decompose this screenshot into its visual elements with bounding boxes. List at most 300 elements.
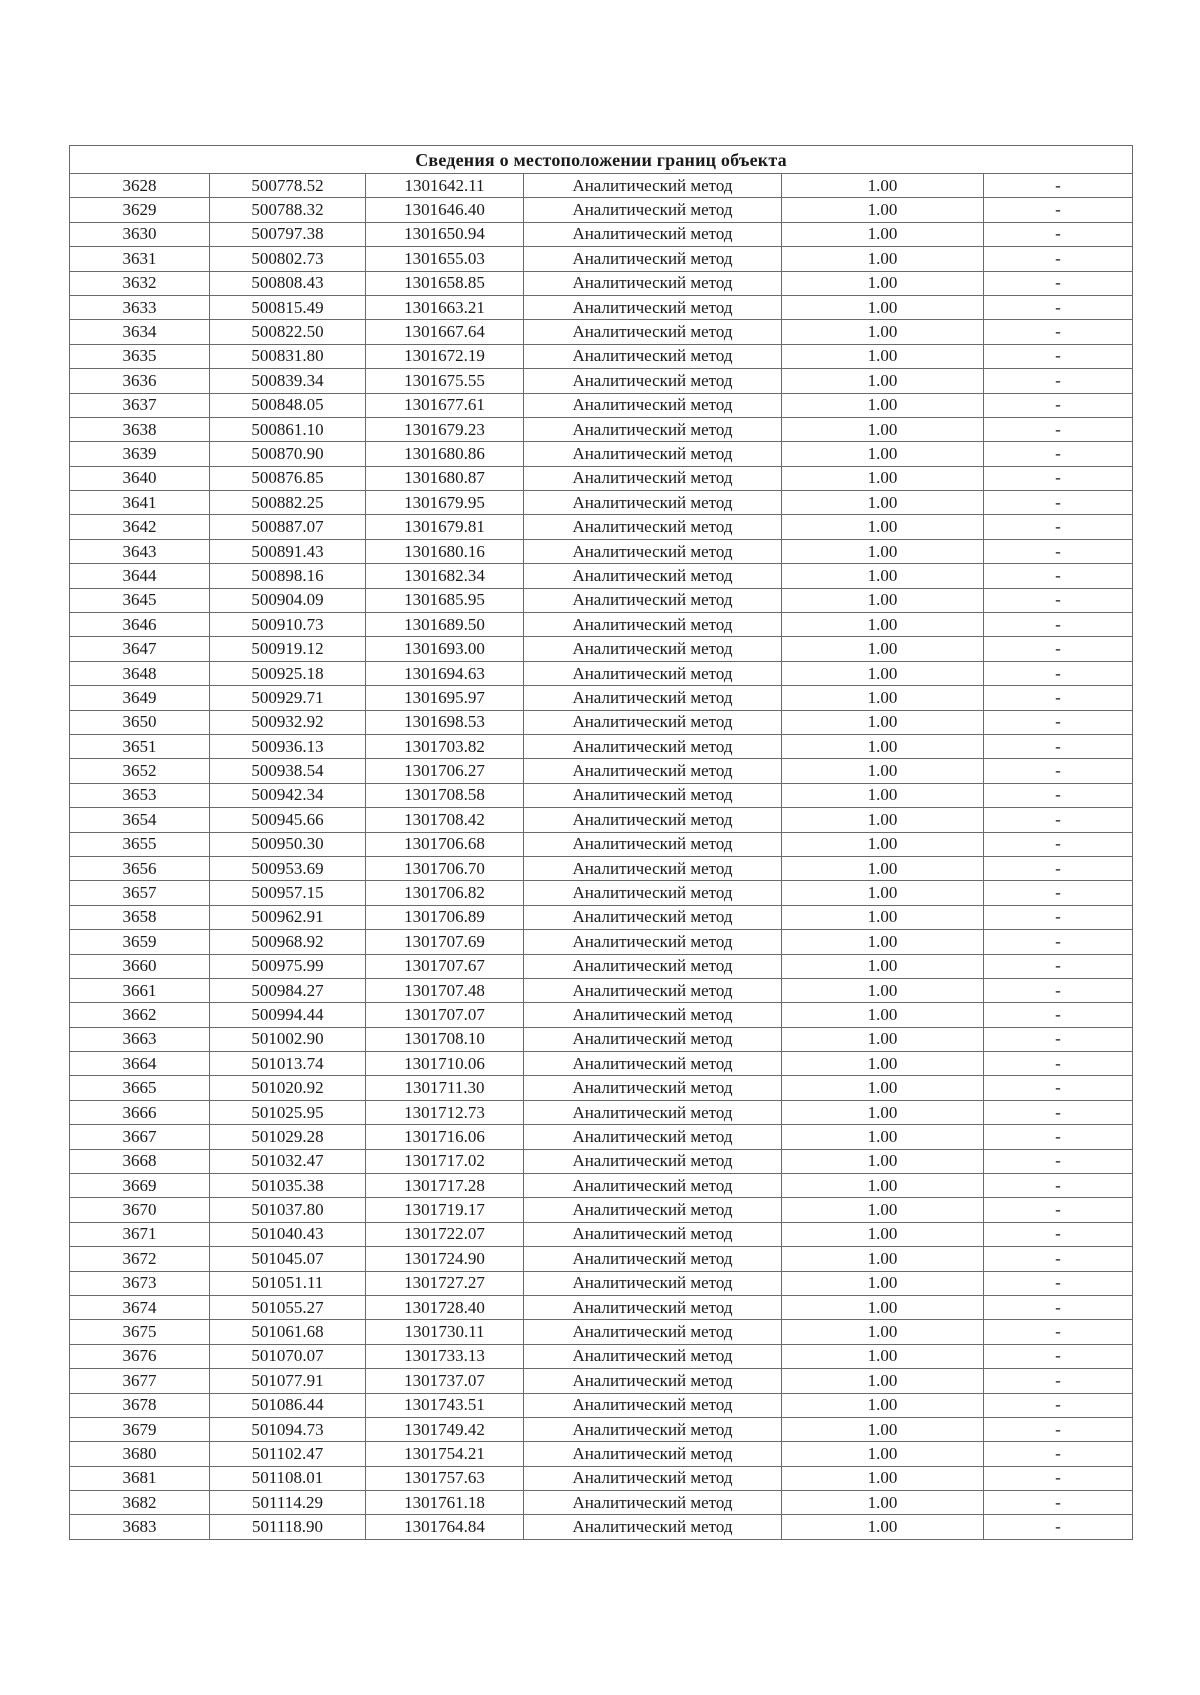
cell-description: -	[984, 1515, 1133, 1539]
cell-description: -	[984, 637, 1133, 661]
cell-method: Аналитический метод	[524, 613, 782, 637]
cell-description: -	[984, 1491, 1133, 1515]
cell-x-coordinate: 500932.92	[210, 710, 366, 734]
table-row	[70, 271, 1133, 295]
cell-description: -	[984, 661, 1133, 685]
cell-point-number: 3665	[70, 1076, 210, 1100]
cell-accuracy: 1.00	[782, 686, 984, 710]
table-row	[70, 442, 1133, 466]
cell-point-number: 3667	[70, 1125, 210, 1149]
table-row	[70, 808, 1133, 832]
cell-x-coordinate: 500861.10	[210, 417, 366, 441]
cell-point-number: 3647	[70, 637, 210, 661]
cell-method: Аналитический метод	[524, 1222, 782, 1246]
table-row	[70, 1369, 1133, 1393]
cell-method: Аналитический метод	[524, 393, 782, 417]
cell-method: Аналитический метод	[524, 808, 782, 832]
cell-accuracy: 1.00	[782, 539, 984, 563]
table-row	[70, 564, 1133, 588]
cell-description: -	[984, 1198, 1133, 1222]
cell-method: Аналитический метод	[524, 1076, 782, 1100]
cell-method: Аналитический метод	[524, 1100, 782, 1124]
table-row	[70, 661, 1133, 685]
cell-y-coordinate: 1301675.55	[366, 369, 524, 393]
table-row	[70, 1149, 1133, 1173]
document-page	[69, 145, 1132, 1540]
table-row	[70, 344, 1133, 368]
cell-description: -	[984, 783, 1133, 807]
cell-accuracy: 1.00	[782, 466, 984, 490]
table-row	[70, 222, 1133, 246]
cell-x-coordinate: 500936.13	[210, 734, 366, 758]
cell-y-coordinate: 1301708.58	[366, 783, 524, 807]
cell-y-coordinate: 1301711.30	[366, 1076, 524, 1100]
table-row	[70, 734, 1133, 758]
cell-y-coordinate: 1301703.82	[366, 734, 524, 758]
cell-y-coordinate: 1301642.11	[366, 174, 524, 198]
cell-method: Аналитический метод	[524, 686, 782, 710]
cell-point-number: 3654	[70, 808, 210, 832]
table-row	[70, 247, 1133, 271]
cell-description: -	[984, 198, 1133, 222]
cell-point-number: 3669	[70, 1174, 210, 1198]
cell-y-coordinate: 1301679.81	[366, 515, 524, 539]
cell-y-coordinate: 1301733.13	[366, 1344, 524, 1368]
table-row	[70, 1491, 1133, 1515]
cell-point-number: 3670	[70, 1198, 210, 1222]
cell-accuracy: 1.00	[782, 393, 984, 417]
table-row	[70, 295, 1133, 319]
cell-accuracy: 1.00	[782, 734, 984, 758]
cell-y-coordinate: 1301680.86	[366, 442, 524, 466]
cell-x-coordinate: 500778.52	[210, 174, 366, 198]
cell-description: -	[984, 369, 1133, 393]
cell-y-coordinate: 1301706.89	[366, 905, 524, 929]
cell-accuracy: 1.00	[782, 856, 984, 880]
cell-description: -	[984, 613, 1133, 637]
cell-x-coordinate: 500925.18	[210, 661, 366, 685]
cell-x-coordinate: 501040.43	[210, 1222, 366, 1246]
cell-description: -	[984, 1052, 1133, 1076]
cell-description: -	[984, 442, 1133, 466]
cell-point-number: 3628	[70, 174, 210, 198]
cell-accuracy: 1.00	[782, 1052, 984, 1076]
cell-point-number: 3640	[70, 466, 210, 490]
cell-method: Аналитический метод	[524, 710, 782, 734]
cell-y-coordinate: 1301689.50	[366, 613, 524, 637]
cell-point-number: 3637	[70, 393, 210, 417]
cell-accuracy: 1.00	[782, 1417, 984, 1441]
table-row	[70, 881, 1133, 905]
cell-y-coordinate: 1301679.23	[366, 417, 524, 441]
cell-accuracy: 1.00	[782, 1491, 984, 1515]
cell-point-number: 3641	[70, 491, 210, 515]
cell-x-coordinate: 501086.44	[210, 1393, 366, 1417]
cell-y-coordinate: 1301646.40	[366, 198, 524, 222]
cell-description: -	[984, 686, 1133, 710]
table-row	[70, 783, 1133, 807]
cell-x-coordinate: 501037.80	[210, 1198, 366, 1222]
cell-x-coordinate: 500876.85	[210, 466, 366, 490]
table-row	[70, 1393, 1133, 1417]
cell-accuracy: 1.00	[782, 1271, 984, 1295]
cell-x-coordinate: 500848.05	[210, 393, 366, 417]
cell-y-coordinate: 1301658.85	[366, 271, 524, 295]
cell-x-coordinate: 500942.34	[210, 783, 366, 807]
cell-y-coordinate: 1301708.42	[366, 808, 524, 832]
cell-accuracy: 1.00	[782, 1198, 984, 1222]
cell-x-coordinate: 501077.91	[210, 1369, 366, 1393]
cell-method: Аналитический метод	[524, 832, 782, 856]
cell-accuracy: 1.00	[782, 491, 984, 515]
cell-point-number: 3677	[70, 1369, 210, 1393]
cell-description: -	[984, 905, 1133, 929]
cell-description: -	[984, 564, 1133, 588]
cell-description: -	[984, 588, 1133, 612]
cell-method: Аналитический метод	[524, 1320, 782, 1344]
cell-description: -	[984, 320, 1133, 344]
cell-y-coordinate: 1301757.63	[366, 1466, 524, 1490]
cell-accuracy: 1.00	[782, 978, 984, 1002]
cell-y-coordinate: 1301724.90	[366, 1247, 524, 1271]
cell-point-number: 3635	[70, 344, 210, 368]
cell-point-number: 3657	[70, 881, 210, 905]
cell-accuracy: 1.00	[782, 320, 984, 344]
cell-accuracy: 1.00	[782, 905, 984, 929]
cell-description: -	[984, 1320, 1133, 1344]
cell-accuracy: 1.00	[782, 661, 984, 685]
cell-description: -	[984, 832, 1133, 856]
cell-point-number: 3632	[70, 271, 210, 295]
cell-y-coordinate: 1301707.48	[366, 978, 524, 1002]
table-row	[70, 856, 1133, 880]
cell-accuracy: 1.00	[782, 1027, 984, 1051]
cell-y-coordinate: 1301749.42	[366, 1417, 524, 1441]
cell-point-number: 3649	[70, 686, 210, 710]
cell-accuracy: 1.00	[782, 1466, 984, 1490]
cell-accuracy: 1.00	[782, 198, 984, 222]
cell-y-coordinate: 1301650.94	[366, 222, 524, 246]
cell-accuracy: 1.00	[782, 369, 984, 393]
cell-point-number: 3639	[70, 442, 210, 466]
cell-accuracy: 1.00	[782, 1393, 984, 1417]
cell-x-coordinate: 501032.47	[210, 1149, 366, 1173]
cell-method: Аналитический метод	[524, 734, 782, 758]
cell-point-number: 3636	[70, 369, 210, 393]
cell-method: Аналитический метод	[524, 1442, 782, 1466]
cell-method: Аналитический метод	[524, 588, 782, 612]
table-row	[70, 905, 1133, 929]
cell-point-number: 3645	[70, 588, 210, 612]
cell-x-coordinate: 500904.09	[210, 588, 366, 612]
cell-accuracy: 1.00	[782, 588, 984, 612]
table-row	[70, 174, 1133, 198]
cell-point-number: 3672	[70, 1247, 210, 1271]
cell-accuracy: 1.00	[782, 515, 984, 539]
table-row	[70, 759, 1133, 783]
cell-description: -	[984, 344, 1133, 368]
cell-method: Аналитический метод	[524, 1125, 782, 1149]
table-row	[70, 1466, 1133, 1490]
cell-method: Аналитический метод	[524, 1003, 782, 1027]
cell-x-coordinate: 500962.91	[210, 905, 366, 929]
cell-x-coordinate: 500815.49	[210, 295, 366, 319]
cell-accuracy: 1.00	[782, 881, 984, 905]
cell-method: Аналитический метод	[524, 417, 782, 441]
cell-point-number: 3664	[70, 1052, 210, 1076]
cell-y-coordinate: 1301716.06	[366, 1125, 524, 1149]
cell-point-number: 3638	[70, 417, 210, 441]
table-row	[70, 491, 1133, 515]
table-row	[70, 369, 1133, 393]
cell-x-coordinate: 500929.71	[210, 686, 366, 710]
cell-accuracy: 1.00	[782, 1125, 984, 1149]
cell-accuracy: 1.00	[782, 564, 984, 588]
cell-description: -	[984, 1003, 1133, 1027]
cell-accuracy: 1.00	[782, 759, 984, 783]
cell-point-number: 3675	[70, 1320, 210, 1344]
table-row	[70, 1320, 1133, 1344]
table-row	[70, 417, 1133, 441]
cell-y-coordinate: 1301730.11	[366, 1320, 524, 1344]
cell-method: Аналитический метод	[524, 783, 782, 807]
table-row	[70, 466, 1133, 490]
cell-description: -	[984, 1125, 1133, 1149]
cell-accuracy: 1.00	[782, 930, 984, 954]
cell-method: Аналитический метод	[524, 978, 782, 1002]
cell-point-number: 3631	[70, 247, 210, 271]
cell-x-coordinate: 500919.12	[210, 637, 366, 661]
cell-y-coordinate: 1301694.63	[366, 661, 524, 685]
cell-description: -	[984, 1295, 1133, 1319]
cell-x-coordinate: 501051.11	[210, 1271, 366, 1295]
cell-description: -	[984, 539, 1133, 563]
cell-point-number: 3648	[70, 661, 210, 685]
cell-method: Аналитический метод	[524, 1344, 782, 1368]
cell-accuracy: 1.00	[782, 1320, 984, 1344]
cell-description: -	[984, 954, 1133, 978]
cell-description: -	[984, 1149, 1133, 1173]
cell-method: Аналитический метод	[524, 1515, 782, 1539]
cell-y-coordinate: 1301663.21	[366, 295, 524, 319]
cell-point-number: 3680	[70, 1442, 210, 1466]
cell-description: -	[984, 222, 1133, 246]
cell-accuracy: 1.00	[782, 1222, 984, 1246]
table-row	[70, 198, 1133, 222]
cell-x-coordinate: 500898.16	[210, 564, 366, 588]
table-row	[70, 832, 1133, 856]
cell-description: -	[984, 1417, 1133, 1441]
cell-x-coordinate: 500802.73	[210, 247, 366, 271]
cell-point-number: 3678	[70, 1393, 210, 1417]
cell-y-coordinate: 1301685.95	[366, 588, 524, 612]
cell-method: Аналитический метод	[524, 1271, 782, 1295]
cell-method: Аналитический метод	[524, 539, 782, 563]
cell-method: Аналитический метод	[524, 491, 782, 515]
cell-x-coordinate: 501102.47	[210, 1442, 366, 1466]
cell-accuracy: 1.00	[782, 1247, 984, 1271]
cell-point-number: 3659	[70, 930, 210, 954]
table-row	[70, 1100, 1133, 1124]
cell-description: -	[984, 930, 1133, 954]
cell-method: Аналитический метод	[524, 222, 782, 246]
cell-point-number: 3646	[70, 613, 210, 637]
cell-x-coordinate: 500910.73	[210, 613, 366, 637]
cell-method: Аналитический метод	[524, 881, 782, 905]
cell-description: -	[984, 515, 1133, 539]
cell-method: Аналитический метод	[524, 344, 782, 368]
cell-accuracy: 1.00	[782, 1515, 984, 1539]
cell-y-coordinate: 1301698.53	[366, 710, 524, 734]
cell-accuracy: 1.00	[782, 1149, 984, 1173]
cell-point-number: 3651	[70, 734, 210, 758]
cell-point-number: 3671	[70, 1222, 210, 1246]
cell-description: -	[984, 881, 1133, 905]
cell-x-coordinate: 500968.92	[210, 930, 366, 954]
table-row	[70, 393, 1133, 417]
cell-point-number: 3683	[70, 1515, 210, 1539]
cell-description: -	[984, 1027, 1133, 1051]
cell-point-number: 3629	[70, 198, 210, 222]
cell-point-number: 3674	[70, 1295, 210, 1319]
cell-y-coordinate: 1301655.03	[366, 247, 524, 271]
cell-description: -	[984, 1271, 1133, 1295]
cell-x-coordinate: 501045.07	[210, 1247, 366, 1271]
cell-accuracy: 1.00	[782, 295, 984, 319]
cell-y-coordinate: 1301706.70	[366, 856, 524, 880]
cell-y-coordinate: 1301710.06	[366, 1052, 524, 1076]
table-row	[70, 1003, 1133, 1027]
table-row	[70, 515, 1133, 539]
cell-x-coordinate: 500822.50	[210, 320, 366, 344]
cell-method: Аналитический метод	[524, 466, 782, 490]
cell-x-coordinate: 500797.38	[210, 222, 366, 246]
cell-y-coordinate: 1301764.84	[366, 1515, 524, 1539]
cell-y-coordinate: 1301707.07	[366, 1003, 524, 1027]
cell-y-coordinate: 1301728.40	[366, 1295, 524, 1319]
cell-y-coordinate: 1301695.97	[366, 686, 524, 710]
cell-description: -	[984, 417, 1133, 441]
cell-x-coordinate: 501013.74	[210, 1052, 366, 1076]
cell-y-coordinate: 1301680.87	[366, 466, 524, 490]
cell-description: -	[984, 808, 1133, 832]
cell-y-coordinate: 1301717.28	[366, 1174, 524, 1198]
cell-method: Аналитический метод	[524, 905, 782, 929]
cell-method: Аналитический метод	[524, 295, 782, 319]
cell-point-number: 3656	[70, 856, 210, 880]
table-row	[70, 954, 1133, 978]
cell-point-number: 3652	[70, 759, 210, 783]
cell-description: -	[984, 856, 1133, 880]
cell-point-number: 3666	[70, 1100, 210, 1124]
table-row	[70, 1247, 1133, 1271]
cell-y-coordinate: 1301754.21	[366, 1442, 524, 1466]
table-row	[70, 320, 1133, 344]
cell-point-number: 3630	[70, 222, 210, 246]
cell-point-number: 3681	[70, 1466, 210, 1490]
cell-description: -	[984, 393, 1133, 417]
cell-x-coordinate: 500938.54	[210, 759, 366, 783]
cell-point-number: 3679	[70, 1417, 210, 1441]
cell-point-number: 3673	[70, 1271, 210, 1295]
cell-x-coordinate: 501094.73	[210, 1417, 366, 1441]
table-caption: Сведения о местоположении границ объекта	[70, 146, 1133, 174]
cell-y-coordinate: 1301717.02	[366, 1149, 524, 1173]
cell-description: -	[984, 295, 1133, 319]
cell-y-coordinate: 1301682.34	[366, 564, 524, 588]
cell-method: Аналитический метод	[524, 1174, 782, 1198]
cell-description: -	[984, 734, 1133, 758]
cell-y-coordinate: 1301677.61	[366, 393, 524, 417]
cell-method: Аналитический метод	[524, 930, 782, 954]
cell-description: -	[984, 1222, 1133, 1246]
cell-description: -	[984, 1369, 1133, 1393]
cell-y-coordinate: 1301679.95	[366, 491, 524, 515]
cell-point-number: 3644	[70, 564, 210, 588]
cell-accuracy: 1.00	[782, 222, 984, 246]
cell-y-coordinate: 1301667.64	[366, 320, 524, 344]
cell-x-coordinate: 500975.99	[210, 954, 366, 978]
cell-description: -	[984, 1393, 1133, 1417]
table-row	[70, 588, 1133, 612]
table-row	[70, 978, 1133, 1002]
cell-accuracy: 1.00	[782, 613, 984, 637]
cell-method: Аналитический метод	[524, 1247, 782, 1271]
cell-x-coordinate: 501055.27	[210, 1295, 366, 1319]
cell-x-coordinate: 500870.90	[210, 442, 366, 466]
cell-y-coordinate: 1301712.73	[366, 1100, 524, 1124]
cell-x-coordinate: 501118.90	[210, 1515, 366, 1539]
cell-method: Аналитический метод	[524, 515, 782, 539]
cell-x-coordinate: 500788.32	[210, 198, 366, 222]
cell-point-number: 3650	[70, 710, 210, 734]
cell-method: Аналитический метод	[524, 1369, 782, 1393]
cell-description: -	[984, 1466, 1133, 1490]
cell-point-number: 3660	[70, 954, 210, 978]
cell-description: -	[984, 759, 1133, 783]
cell-method: Аналитический метод	[524, 954, 782, 978]
cell-accuracy: 1.00	[782, 808, 984, 832]
cell-description: -	[984, 1344, 1133, 1368]
cell-method: Аналитический метод	[524, 661, 782, 685]
cell-x-coordinate: 501020.92	[210, 1076, 366, 1100]
cell-y-coordinate: 1301708.10	[366, 1027, 524, 1051]
cell-y-coordinate: 1301706.27	[366, 759, 524, 783]
cell-accuracy: 1.00	[782, 247, 984, 271]
cell-x-coordinate: 501114.29	[210, 1491, 366, 1515]
table-row	[70, 613, 1133, 637]
cell-y-coordinate: 1301743.51	[366, 1393, 524, 1417]
cell-accuracy: 1.00	[782, 1100, 984, 1124]
cell-method: Аналитический метод	[524, 271, 782, 295]
table-row	[70, 1174, 1133, 1198]
cell-description: -	[984, 1442, 1133, 1466]
cell-y-coordinate: 1301727.27	[366, 1271, 524, 1295]
cell-accuracy: 1.00	[782, 954, 984, 978]
cell-x-coordinate: 500839.34	[210, 369, 366, 393]
cell-accuracy: 1.00	[782, 1344, 984, 1368]
cell-point-number: 3643	[70, 539, 210, 563]
cell-accuracy: 1.00	[782, 783, 984, 807]
cell-method: Аналитический метод	[524, 247, 782, 271]
cell-method: Аналитический метод	[524, 856, 782, 880]
table-caption-row	[70, 146, 1133, 174]
cell-x-coordinate: 500984.27	[210, 978, 366, 1002]
cell-accuracy: 1.00	[782, 1076, 984, 1100]
cell-description: -	[984, 1247, 1133, 1271]
cell-point-number: 3662	[70, 1003, 210, 1027]
cell-point-number: 3642	[70, 515, 210, 539]
